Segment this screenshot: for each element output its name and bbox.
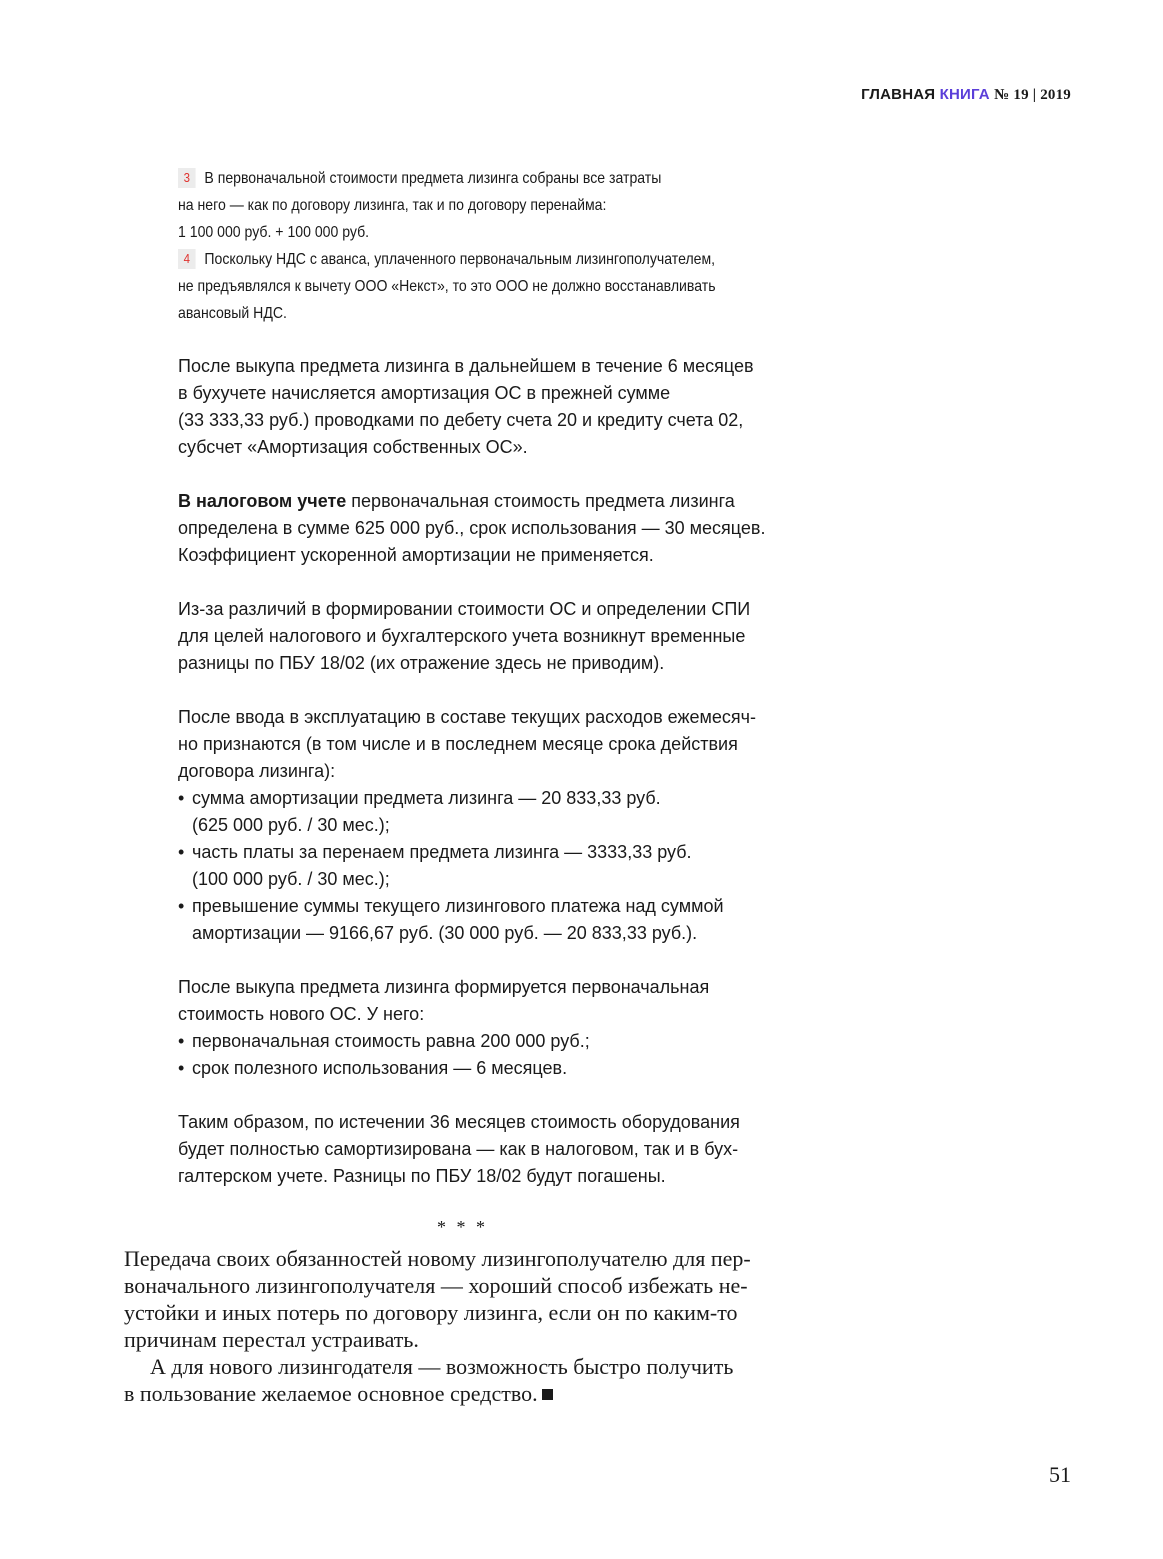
paragraph-tax-accounting: В налоговом учете первоначальная стоимость предмета лизинга определена в сумме 625 000 руб., срок использования — 30 месяцев. Коэффициент ускоренной амортизации не применяется. [178,491,766,565]
conclusion: Передача своих обязанностей новому лизингополучателю для пер- воначального лизингополучателя — хороший способ избежать не- устойки и иных потерь по договору лизинга, если он по каким-то причинам перестал устраивать. А для нового лизингодателя — возможность быстро получить в пользование желаемое основное средство. [124,1246,751,1406]
issue-number: № 19 | 2019 [994,87,1071,103]
bullet-item: • сумма амортизации предмета лизинга — 20 833,33 руб. (625 000 руб. / 30 мес.); [178,785,818,839]
bullet-item: • первоначальная стоимость равна 200 000 руб.; [178,1028,818,1055]
section-separator: * * * [437,1217,488,1237]
example-notes [178,165,741,327]
paragraph-expenses: После ввода в эксплуатацию в составе текущих расходов ежемесяч- но признаются (в том числе и в последнем месяце срока действия договора лизинга): • сумма амортизации предмета лизинга — 20 833,33 руб. (625 000 руб. / 30 мес.); • часть платы за перенаем предмета лизинга — 3333,33 руб. (100 000 руб. / 30 мес.); • превышение суммы текущего лизингового платежа над суммой амортизации — 9166,67 руб. (30 000 руб. — 20 833,33 руб.). [178,704,818,947]
brand-name-part2: КНИГА [939,86,990,103]
note-3-line-1: 3 В первоначальной стоимости предмета лизинга собраны все затраты [178,165,741,192]
note-3-line-3: 1 100 000 руб. + 100 000 руб. [178,224,370,241]
page-number: 51 [1049,1462,1071,1487]
page-header [861,86,1071,104]
bullet-item: • часть платы за перенаем предмета лизинга — 3333,33 руб. (100 000 руб. / 30 мес.); [178,839,818,893]
note-number-badge: 4 [178,249,196,269]
bullet-item: • превышение суммы текущего лизингового платежа над суммой амортизации — 9166,67 руб. (30 000 руб. — 20 833,33 руб.). [178,893,818,947]
note-4-line-1: 4 Поскольку НДС с аванса, уплаченного первоначальным лизингополучателем, [178,246,741,273]
note-number-badge: 3 [178,168,196,188]
paragraph-differences: Из-за различий в формировании стоимости ОС и определении СПИ для целей налогового и бухгалтерского учета возникнут временные разницы по ПБУ 18/02 (их отражение здесь не приводим). [178,599,751,673]
note-4-line-2: не предъявлялся к вычету ООО «Некст», то это ООО не должно восстанавливать [178,278,716,295]
paragraph-accounting: После выкупа предмета лизинга в дальнейшем в течение 6 месяцев в бухучете начисляется амортизация ОС в прежней сумме (33 333,33 руб.) проводками по дебету счета 20 и кредиту счета 02, субсчет «Амортизация собственных ОС». [178,356,754,457]
brand-name-part1: ГЛАВНАЯ [861,86,936,103]
note-4-line-3: авансовый НДС. [178,305,287,322]
article-body [178,353,818,1190]
end-of-article-icon [542,1389,553,1400]
paragraph-new-asset: После выкупа предмета лизинга формируется первоначальная стоимость нового ОС. У него: • первоначальная стоимость равна 200 000 руб.; • срок полезного использования — 6 месяцев. [178,974,818,1082]
bold-lead: В налоговом учете [178,491,347,511]
bullet-item: • срок полезного использования — 6 месяцев. [178,1055,818,1082]
paragraph-summary: Таким образом, по истечении 36 месяцев стоимость оборудования будет полностью самортизирована — как в налоговом, так и в бух- галтерском учете. Разницы по ПБУ 18/02 будут погашены. [178,1112,740,1186]
note-3-line-2: на него — как по договору лизинга, так и по договору перенайма: [178,197,607,214]
